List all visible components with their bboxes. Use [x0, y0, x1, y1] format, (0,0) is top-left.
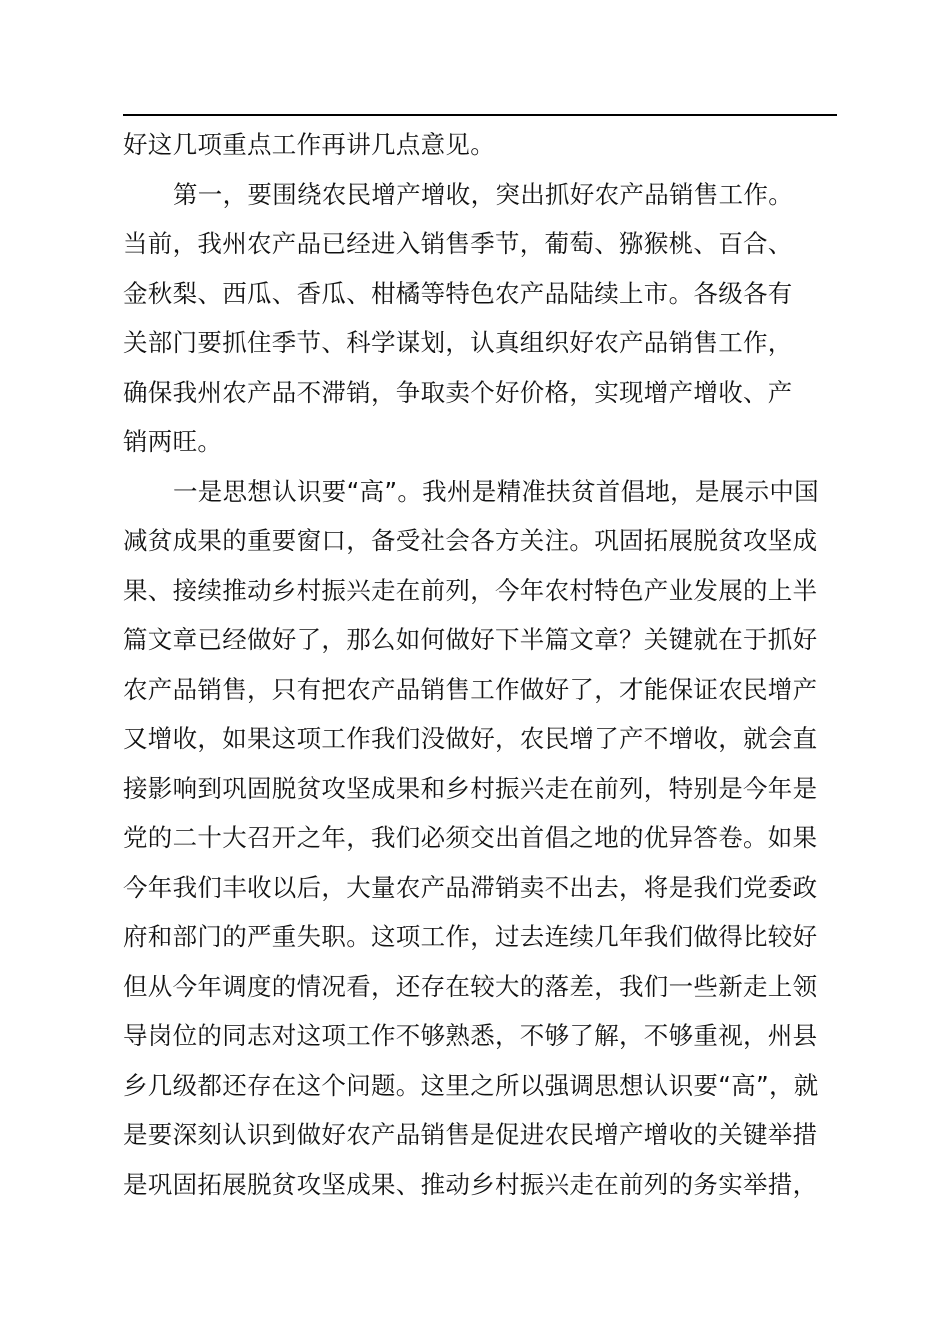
text-line: 但从今年调度的情况看，还存在较大的落差，我们一些新走上领	[123, 971, 818, 1001]
text-line: 篇文章已经做好了，那么如何做好下半篇文章？关键就在于抓好	[123, 625, 818, 654]
text-line: 销两旺。	[123, 427, 223, 456]
text-line: 农产品销售，只有把农产品销售工作做好了，才能保证农民增产	[123, 674, 818, 704]
text-line: 金秋梨、西瓜、香瓜、柑橘等特色农产品陆续上市。各级各有	[123, 278, 793, 308]
text-line: 好这几项重点工作再讲几点意见。	[123, 130, 495, 159]
text-line: 是巩固拓展脱贫攻坚成果、推动乡村振兴走在前列的务实举措，	[123, 1169, 818, 1199]
text-line: 党的二十大召开之年，我们必须交出首倡之地的优异答卷。如果	[123, 823, 818, 852]
header-rule	[123, 114, 837, 116]
text-line: 当前，我州农产品已经进入销售季节，葡萄、猕猴桃、百合、	[123, 229, 793, 258]
text-line: 关部门要抓住季节、科学谋划，认真组织好农产品销售工作，	[123, 328, 793, 357]
text-line: 第一，要围绕农民增产增收，突出抓好农产品销售工作。	[173, 179, 793, 209]
text-line: 确保我州农产品不滞销，争取卖个好价格，实现增产增收、产	[123, 377, 793, 407]
text-line: 府和部门的严重失职。这项工作，过去连续几年我们做得比较好	[123, 922, 818, 951]
text-line: 接影响到巩固脱贫攻坚成果和乡村振兴走在前列，特别是今年是	[123, 773, 818, 803]
body-text	[123, 120, 837, 1209]
text-line: 导岗位的同志对这项工作不够熟悉，不够了解，不够重视，州县	[123, 1021, 818, 1050]
text-line: 又增收，如果这项工作我们没做好，农民增了产不增收，就会直	[123, 724, 818, 753]
text-line: 一是思想认识要“高”。我州是精准扶贫首倡地，是展示中国	[173, 476, 819, 506]
text-line: 乡几级都还存在这个问题。这里之所以强调思想认识要“高”，就	[123, 1070, 819, 1100]
text-line: 今年我们丰收以后，大量农产品滞销卖不出去，将是我们党委政	[123, 872, 818, 902]
text-line: 果、接续推动乡村振兴走在前列，今年农村特色产业发展的上半	[123, 575, 818, 605]
text-line: 是要深刻认识到做好农产品销售是促进农民增产增收的关键举措	[123, 1120, 818, 1149]
text-line: 减贫成果的重要窗口，备受社会各方关注。巩固拓展脱贫攻坚成	[123, 526, 818, 555]
